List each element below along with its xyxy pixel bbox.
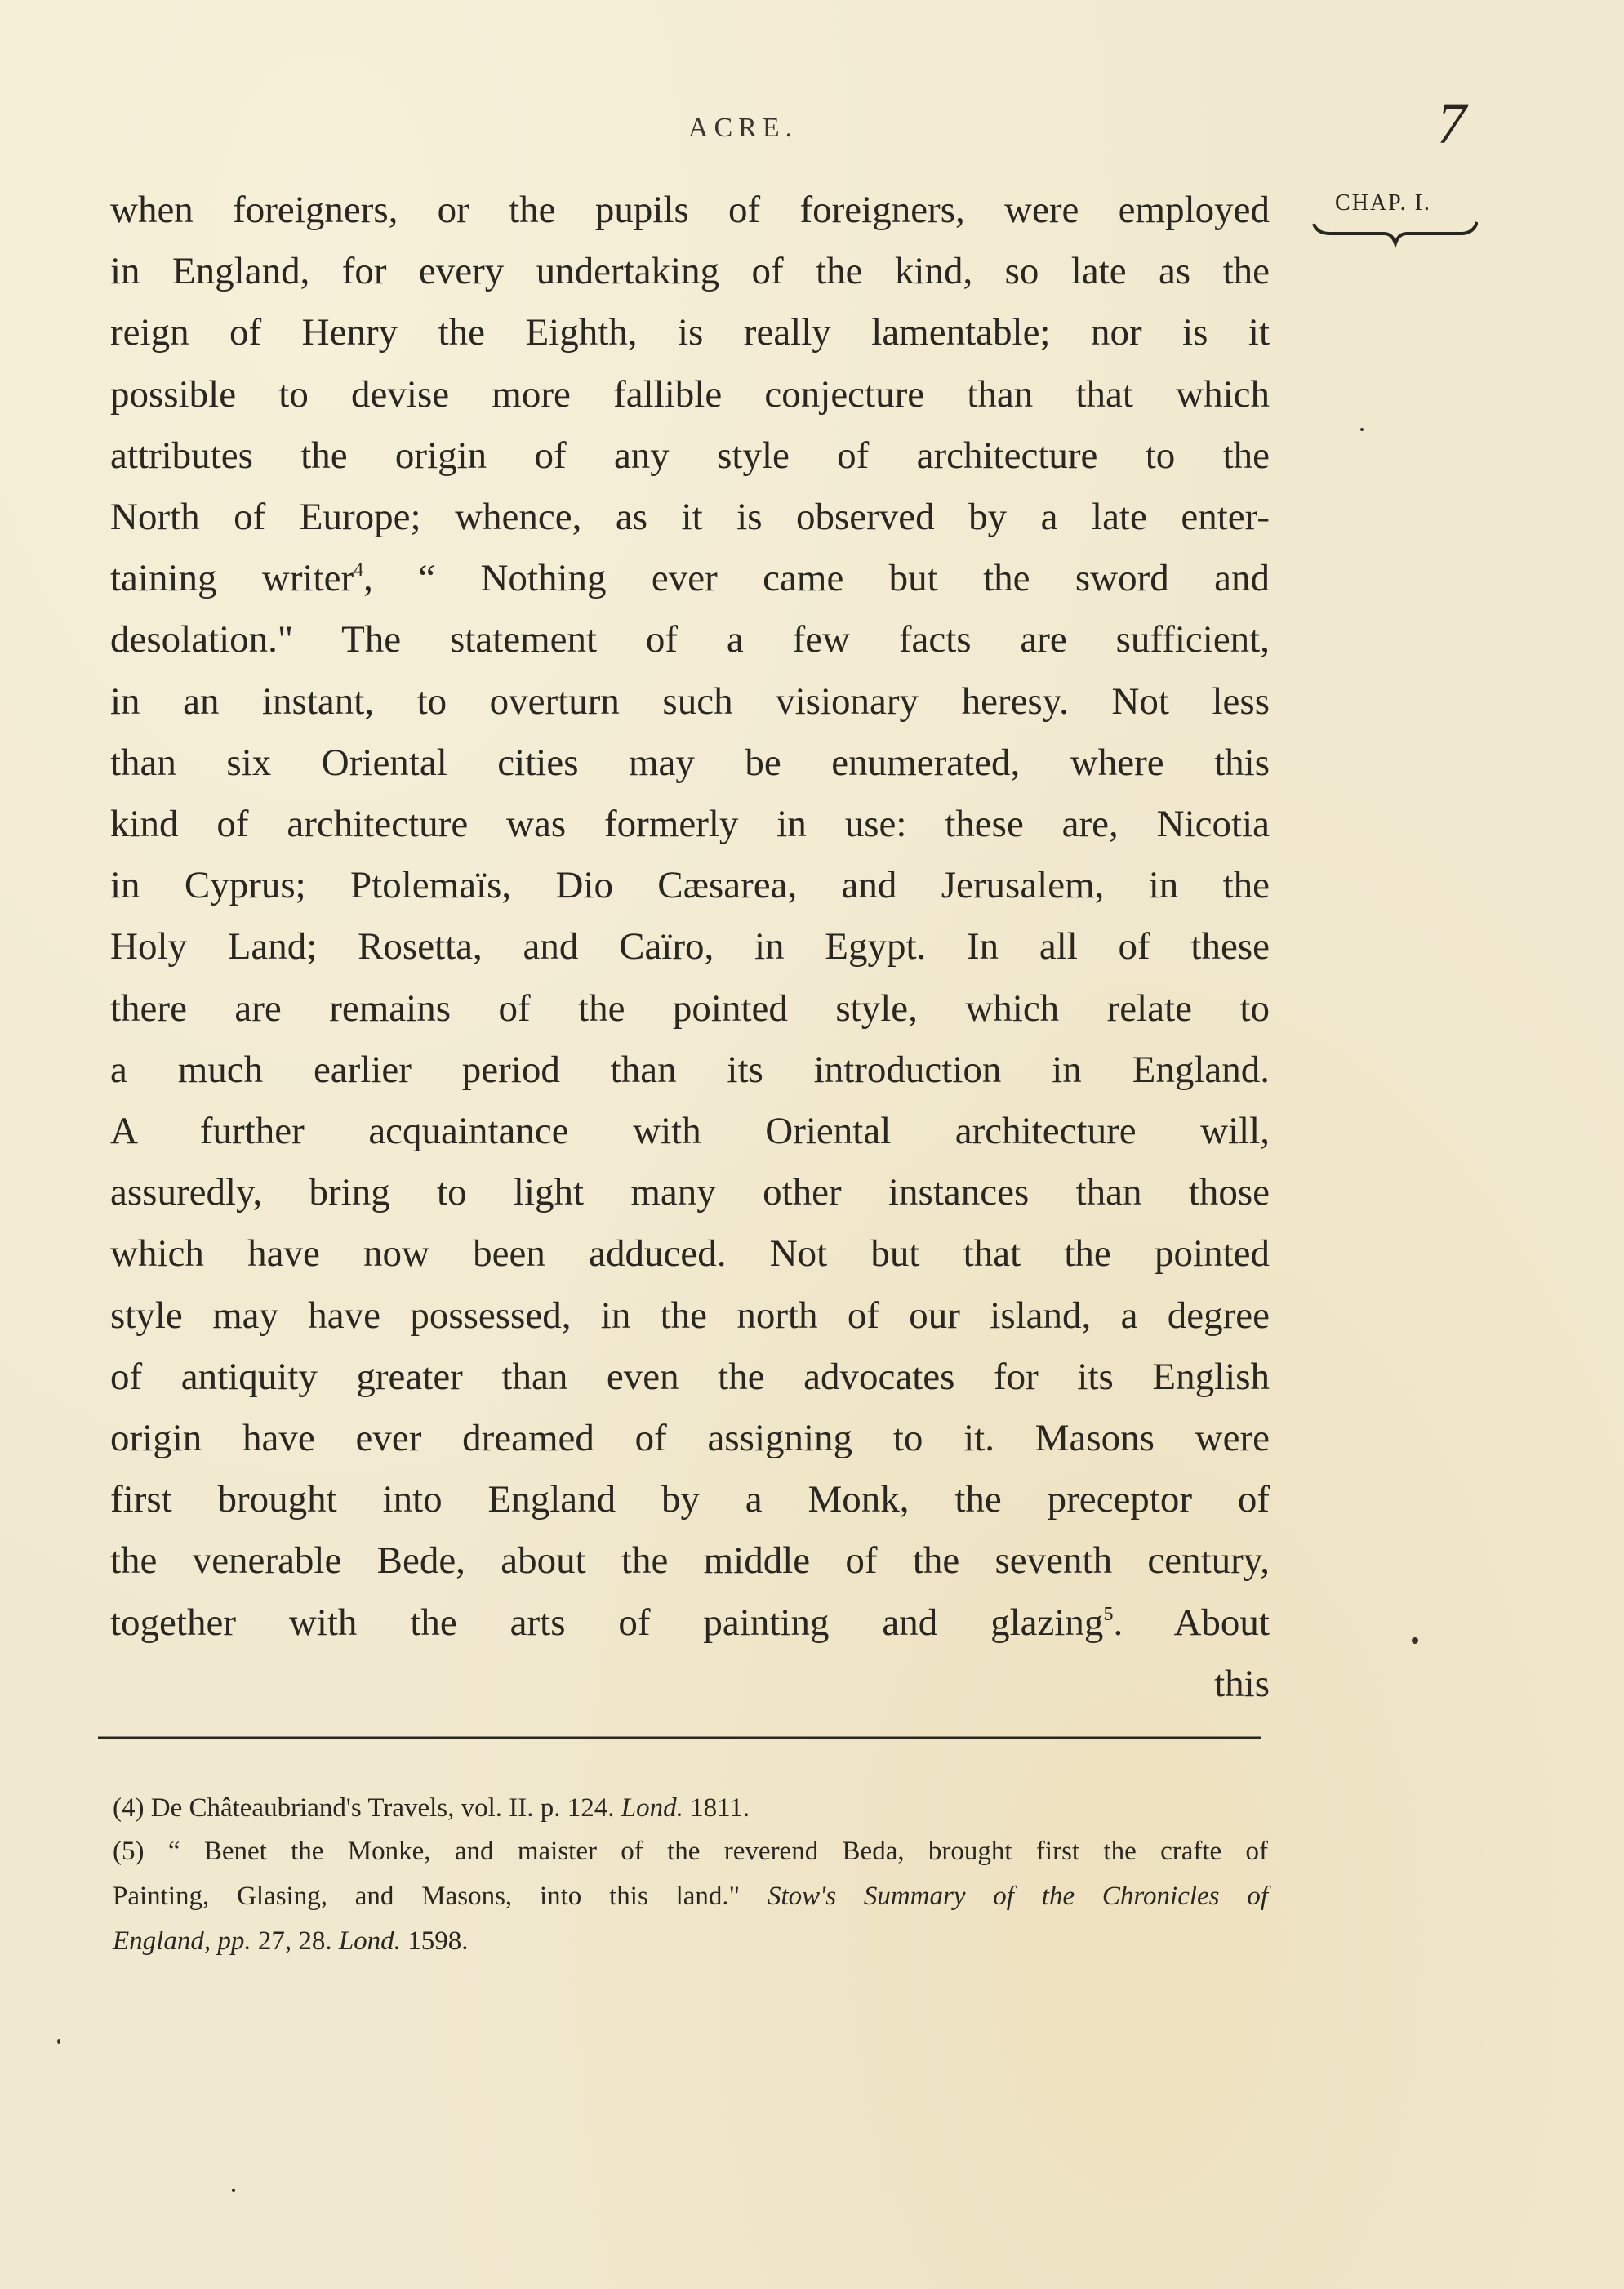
footnote-4 bbox=[113, 1786, 1268, 1831]
footnote-5-line-3 bbox=[113, 1919, 1268, 1964]
body-line-9: in an instant, to overturn such visionary heresy. Not less bbox=[110, 679, 1270, 723]
body-line-15: a much earlier period than its introduction in England. bbox=[110, 1048, 1270, 1091]
chapter-brace-ornament bbox=[1310, 219, 1478, 252]
body-text bbox=[110, 180, 1270, 1715]
body-line-4: possible to devise more fallible conjecture than that which bbox=[110, 372, 1270, 416]
body-line-7 bbox=[110, 548, 1270, 609]
body-line-3: reign of Henry the Eighth, is really lamentable; nor is it bbox=[110, 311, 1270, 354]
body-line-17: assuredly, bring to light many other instances than those bbox=[110, 1171, 1270, 1214]
footnote-5-marker: (5) bbox=[113, 1837, 145, 1866]
paper-speck bbox=[1360, 428, 1364, 431]
body-line-19: style may have possessed, in the north of our island, a degree bbox=[110, 1294, 1270, 1337]
body-line-18: which have now been adduced. Not but that the pointed bbox=[110, 1232, 1270, 1276]
body-line-21: origin have ever dreamed of assigning to it. Masons were bbox=[110, 1417, 1270, 1460]
body-line-24-end: . About bbox=[1113, 1601, 1270, 1644]
footnote-5-quote-1: “ Benet the Monke, and maister of the reverend Beda, brought first the crafte of bbox=[167, 1837, 1268, 1866]
body-line-6: North of Europe; whence, as it is observed by a late enter- bbox=[110, 496, 1270, 539]
body-line-20: of antiquity greater than even the advocates for its English bbox=[110, 1355, 1270, 1398]
running-head: ACRE. bbox=[687, 113, 799, 143]
body-line-1: when foreigners, or the pupils of foreigners, were employed bbox=[110, 189, 1270, 231]
paper-speck bbox=[57, 2039, 60, 2044]
footnote-5-line-2 bbox=[113, 1874, 1268, 1919]
paper-speck bbox=[232, 2189, 235, 2192]
footnote-5-year: 1598. bbox=[407, 1926, 469, 1956]
page-number: 7 bbox=[1437, 91, 1466, 156]
body-line-7-end: , “ Nothing ever came but the sword and bbox=[363, 557, 1270, 600]
footnote-4-line bbox=[113, 1786, 1268, 1831]
catchword: this bbox=[1214, 1662, 1270, 1705]
footnote-5 bbox=[113, 1829, 1268, 1964]
body-line-13: Holy Land; Rosetta, and Caïro, in Egypt. In all of these bbox=[110, 925, 1270, 969]
body-line-12: in Cyprus; Ptolemaïs, Dio Cæsarea, and Jerusalem, in the bbox=[110, 864, 1270, 907]
body-line-23: the venerable Bede, about the middle of the seventh century, bbox=[110, 1539, 1270, 1583]
footnote-rule bbox=[98, 1735, 1261, 1740]
footnote-5-source-2: England, pp. bbox=[113, 1926, 251, 1956]
body-line-5: attributes the origin of any style of architecture to the bbox=[110, 434, 1270, 477]
body-line-2: in England, for every undertaking of the kind, so late as the bbox=[110, 250, 1270, 293]
chapter-side-label: CHAP. I. bbox=[1335, 190, 1431, 216]
footnote-5-quote-2: Painting, Glasing, and Masons, into this land." bbox=[113, 1882, 741, 1911]
body-line-16: A further acquaintance with Oriental architecture will, bbox=[110, 1110, 1270, 1153]
body-line-7-start: taining writer bbox=[110, 557, 354, 600]
footnote-4-place: Lond. bbox=[621, 1793, 683, 1823]
footnote-5-pages: 27, 28. bbox=[257, 1926, 332, 1956]
footnote-4-year: 1811. bbox=[690, 1793, 750, 1823]
body-line-24-start: together with the arts of painting and glazing bbox=[110, 1601, 1104, 1644]
footnote-5-place: Lond. bbox=[338, 1926, 401, 1956]
body-line-11: kind of architecture was formerly in use: these are, Nicotia bbox=[110, 803, 1270, 846]
footnote-5-source: Stow's Summary of the Chronicles of bbox=[767, 1882, 1268, 1911]
footnote-5-line-1 bbox=[113, 1829, 1268, 1874]
body-line-10: than six Oriental cities may be enumerated, where this bbox=[110, 741, 1270, 784]
note-ref-4[interactable]: 4 bbox=[354, 559, 364, 581]
body-line-14: there are remains of the pointed style, which relate to bbox=[110, 986, 1270, 1030]
body-line-8: desolation." The statement of a few facts are sufficient, bbox=[110, 618, 1270, 661]
body-line-24 bbox=[110, 1592, 1270, 1654]
footnote-4-marker: (4) bbox=[113, 1793, 145, 1823]
footnote-4-text: De Châteaubriand's Travels, vol. II. p. 124. bbox=[150, 1793, 615, 1823]
note-ref-5[interactable]: 5 bbox=[1103, 1603, 1114, 1625]
body-line-22: first brought into England by a Monk, the preceptor of bbox=[110, 1478, 1270, 1521]
paper-speck bbox=[1412, 1637, 1418, 1644]
